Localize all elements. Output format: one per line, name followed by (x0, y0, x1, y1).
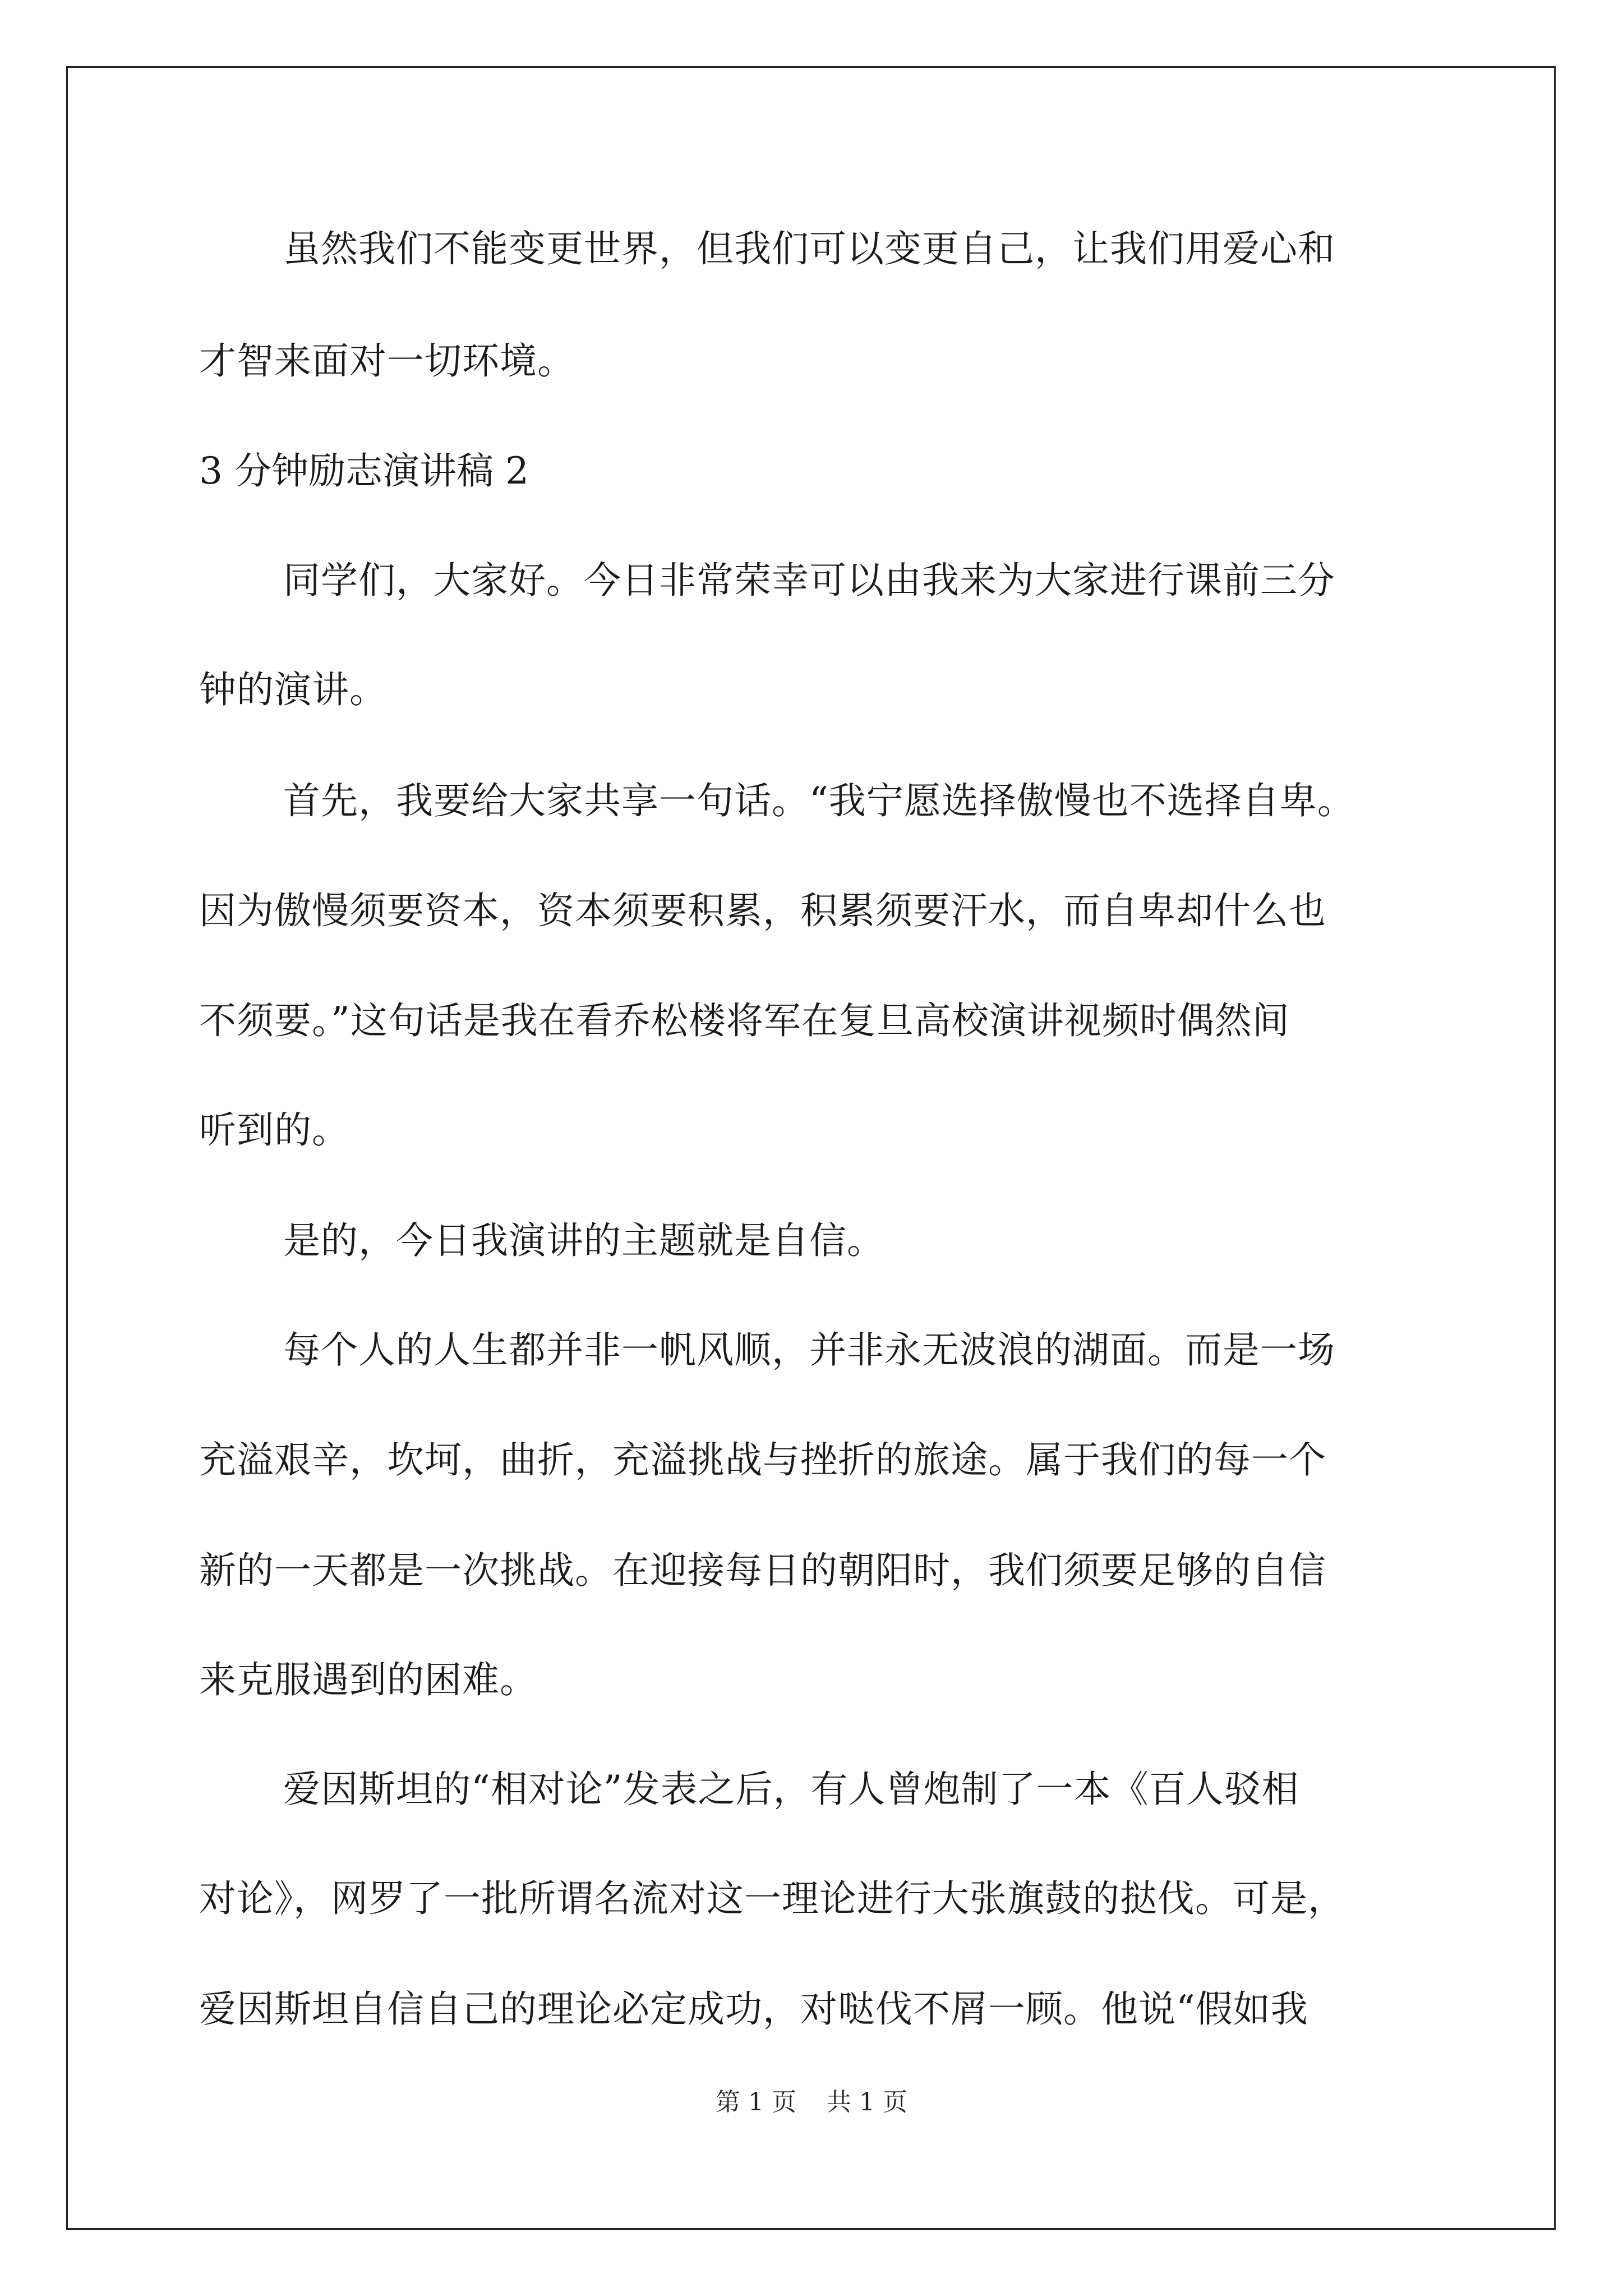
paragraph-line: 是的，今日我演讲的主题就是自信。 (283, 1219, 884, 1262)
paragraph-line: 新的一天都是一次挑战。在迎接每日的朝阳时，我们须要足够的自信 (199, 1549, 1326, 1592)
paragraph-line: 才智来面对一切环境。 (199, 339, 575, 383)
paragraph-line: 来克服遇到的困难。 (199, 1658, 537, 1701)
paragraph-line: 首先，我要给大家共享一句话。“我宁愿选择傲慢也不选择自卑。 (283, 779, 1355, 822)
paragraph-line: 因为傲慢须要资本，资本须要积累，积累须要汗水，而自卑却什么也 (199, 889, 1326, 932)
page-number: 第 1 页 (716, 2088, 796, 2116)
paragraph-line: 钟的演讲。 (199, 668, 387, 711)
paragraph-line: 同学们，大家好。今日非常荣幸可以由我来为大家进行课前三分 (283, 559, 1335, 602)
paragraph-line: 虽然我们不能变更世界，但我们可以变更自己，让我们用爱心和 (283, 227, 1335, 270)
page-total: 共 1 页 (827, 2088, 907, 2116)
paragraph-line: 每个人的人生都并非一帆风顺，并非永无波浪的湖面。而是一场 (283, 1328, 1335, 1372)
paragraph-line: 不须要。”这句话是我在看乔松楼将军在复旦高校演讲视频时偶然间 (199, 999, 1290, 1042)
paragraph-line: 听到的。 (199, 1108, 349, 1152)
paragraph-line: 充溢艰辛，坎坷，曲折，充溢挑战与挫折的旅途。属于我们的每一个 (199, 1438, 1326, 1481)
page-footer (0, 2087, 1623, 2118)
paragraph-line: 爱因斯坦自信自己的理论必定成功，对哒伐不屑一顾。他说“假如我 (199, 1987, 1308, 2031)
paragraph-line: 爱因斯坦的“相对论”发表之后，有人曾炮制了一本《百人驳相 (283, 1768, 1299, 1811)
paragraph-line: 对论》，网罗了一批所谓名流对这一理论进行大张旗鼓的挞伐。可是， (199, 1877, 1345, 1920)
section-heading: 3 分钟励志演讲稿 2 (199, 449, 529, 493)
